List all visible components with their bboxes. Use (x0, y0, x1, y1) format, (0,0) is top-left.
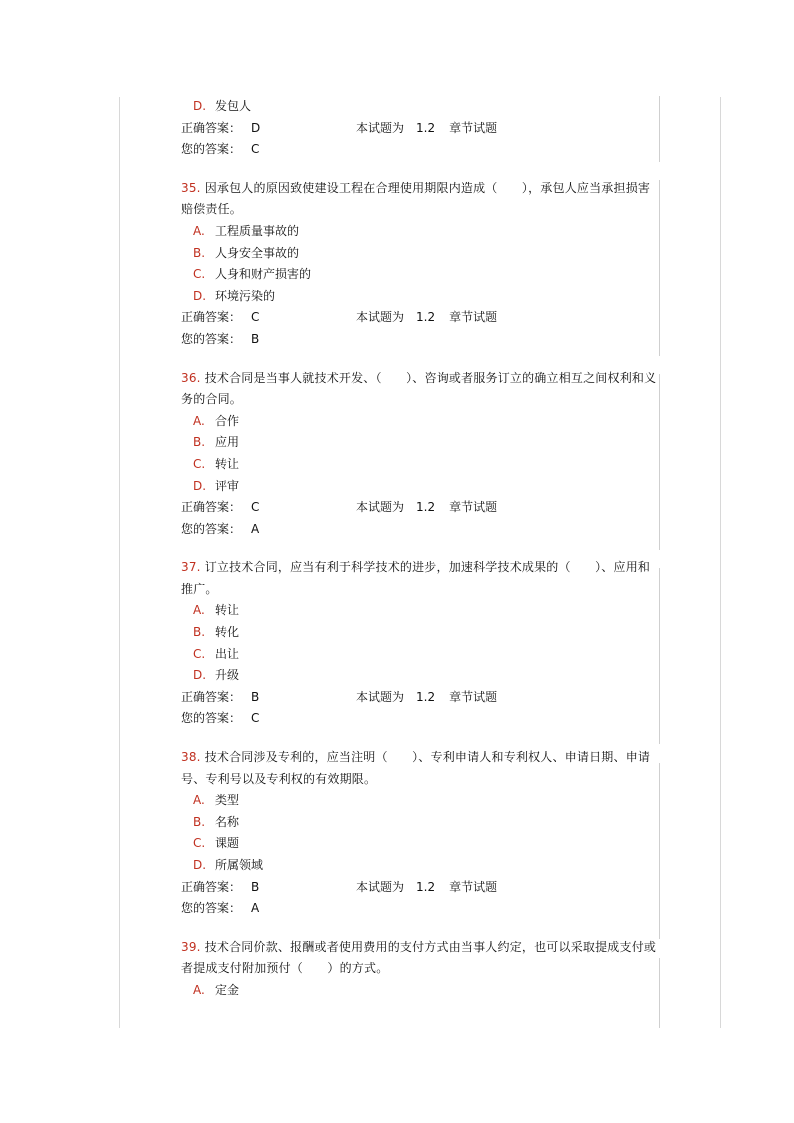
meta-version: 1.2 (416, 310, 436, 325)
question-meta (356, 307, 497, 329)
option-row (181, 980, 661, 1002)
your-answer-value: C (251, 142, 260, 157)
your-answer-row (181, 139, 661, 161)
option-letter: C. (193, 836, 206, 851)
correct-answer-row (181, 687, 661, 709)
question-block (181, 937, 661, 1002)
correct-answer-label: 正确答案： (181, 500, 242, 515)
option-row (181, 286, 661, 308)
question-meta (356, 497, 497, 519)
option-letter: A. (193, 223, 205, 238)
option-letter: D. (193, 478, 207, 493)
meta-suffix: 章节试题 (449, 500, 498, 515)
option-letter: D. (193, 288, 207, 303)
question-meta (356, 687, 497, 709)
meta-suffix: 章节试题 (449, 310, 498, 325)
question-block (181, 557, 661, 730)
option-row (181, 476, 661, 498)
question-stem: 技术合同涉及专利的，应当注明（ ）、专利申请人和专利权人、申请日期、申请号、专利号以及专利权的有效期限。 (181, 750, 651, 786)
option-row (181, 221, 661, 243)
your-answer-value: A (251, 521, 260, 536)
correct-answer-row (181, 118, 661, 140)
option-row (181, 622, 661, 644)
your-answer-row (181, 329, 661, 351)
correct-answer-label: 正确答案： (181, 689, 242, 704)
correct-answer-value: B (251, 879, 260, 894)
option-text: 类型 (215, 793, 240, 808)
question-number: 37. (181, 560, 201, 575)
correct-answer-label: 正确答案： (181, 120, 242, 135)
option-row (181, 790, 661, 812)
option-text: 定金 (215, 982, 240, 997)
meta-version: 1.2 (416, 879, 436, 894)
option-letter: B. (193, 245, 206, 260)
your-answer-label: 您的答案： (181, 711, 242, 726)
your-answer-value: B (251, 331, 260, 346)
option-text: 合作 (215, 413, 240, 428)
meta-prefix: 本试题为 (356, 689, 405, 704)
correct-answer-value: C (251, 310, 260, 325)
correct-answer-value: C (251, 500, 260, 515)
meta-prefix: 本试题为 (356, 879, 405, 894)
question-meta (356, 118, 497, 140)
question-number: 36. (181, 370, 201, 385)
option-row (181, 432, 661, 454)
option-text: 评审 (215, 478, 240, 493)
your-answer-row (181, 898, 661, 920)
meta-version: 1.2 (416, 689, 436, 704)
meta-suffix: 章节试题 (449, 689, 498, 704)
option-row (181, 411, 661, 433)
question-number: 38. (181, 750, 201, 765)
meta-suffix: 章节试题 (449, 120, 498, 135)
option-row (181, 833, 661, 855)
option-letter: C. (193, 456, 206, 471)
question-text (181, 747, 659, 790)
question-meta (356, 877, 497, 899)
correct-answer-value: D (251, 120, 261, 135)
your-answer-label: 您的答案： (181, 142, 242, 157)
correct-answer-label: 正确答案： (181, 879, 242, 894)
question-stem: 技术合同是当事人就技术开发、（ ）、咨询或者服务订立的确立相互之间权利和义务的合同。 (181, 370, 657, 407)
option-text: 人身安全事故的 (215, 245, 300, 260)
option-text: 转化 (215, 625, 240, 640)
correct-answer-row (181, 497, 661, 519)
option-letter: C. (193, 646, 206, 661)
option-text: 所属领域 (215, 858, 264, 872)
option-letter: B. (193, 435, 206, 450)
option-row (181, 665, 661, 687)
option-letter: B. (193, 814, 206, 829)
question-block (181, 747, 661, 920)
option-text: 环境污染的 (215, 288, 276, 303)
option-text: 出让 (215, 646, 240, 661)
correct-answer-label: 正确答案： (181, 310, 242, 325)
option-row (181, 96, 661, 118)
option-text: 升级 (215, 668, 240, 683)
your-answer-row (181, 519, 661, 541)
question-block (181, 368, 661, 541)
option-letter: A. (193, 413, 205, 428)
option-letter: B. (193, 625, 206, 640)
your-answer-label: 您的答案： (181, 901, 242, 916)
option-row (181, 600, 661, 622)
option-row (181, 264, 661, 286)
option-letter: A. (193, 982, 205, 997)
exam-content (181, 96, 661, 1019)
your-answer-label: 您的答案： (181, 521, 242, 536)
option-text: 发包人 (215, 99, 252, 113)
question-number: 35. (181, 180, 201, 195)
correct-answer-row (181, 877, 661, 899)
your-answer-value: A (251, 901, 260, 916)
your-answer-row (181, 708, 661, 730)
question-number: 39. (181, 939, 201, 954)
option-text: 应用 (215, 435, 240, 450)
option-text: 名称 (215, 814, 240, 829)
option-text: 课题 (215, 836, 240, 851)
option-text: 转让 (215, 456, 240, 471)
option-text: 人身和财产损害的 (215, 267, 312, 282)
question-text (181, 937, 659, 980)
correct-answer-row (181, 307, 661, 329)
question-text (181, 178, 659, 221)
question-block-continued (181, 96, 661, 161)
option-row (181, 855, 661, 877)
option-row (181, 243, 661, 265)
your-answer-label: 您的答案： (181, 331, 242, 346)
meta-suffix: 章节试题 (449, 879, 498, 894)
question-stem: 因承包人的原因致使建设工程在合理使用期限内造成（ ），承包人应当承担损害赔偿责任。 (181, 180, 651, 217)
option-letter: A. (193, 793, 205, 808)
meta-prefix: 本试题为 (356, 500, 405, 515)
option-letter: C. (193, 267, 206, 282)
your-answer-value: C (251, 711, 260, 726)
correct-answer-value: B (251, 689, 260, 704)
question-block (181, 178, 661, 351)
meta-prefix: 本试题为 (356, 310, 405, 325)
question-stem: 技术合同价款、报酬或者使用费用的支付方式由当事人约定，也可以采取提成支付或者提成支付附加预付（ ）的方式。 (181, 939, 657, 976)
option-row (181, 644, 661, 666)
option-letter: A. (193, 603, 205, 618)
meta-prefix: 本试题为 (356, 120, 405, 135)
question-text (181, 557, 659, 600)
option-text: 转让 (215, 603, 240, 618)
option-text: 工程质量事故的 (215, 223, 300, 238)
meta-version: 1.2 (416, 500, 436, 515)
option-letter: D. (193, 99, 207, 113)
option-row (181, 812, 661, 834)
question-text (181, 368, 659, 411)
meta-version: 1.2 (416, 120, 436, 135)
option-letter: D. (193, 668, 207, 683)
question-stem: 订立技术合同，应当有利于科学技术的进步，加速科学技术成果的（ ）、应用和推广。 (181, 560, 651, 596)
option-letter: D. (193, 858, 207, 872)
option-row (181, 454, 661, 476)
